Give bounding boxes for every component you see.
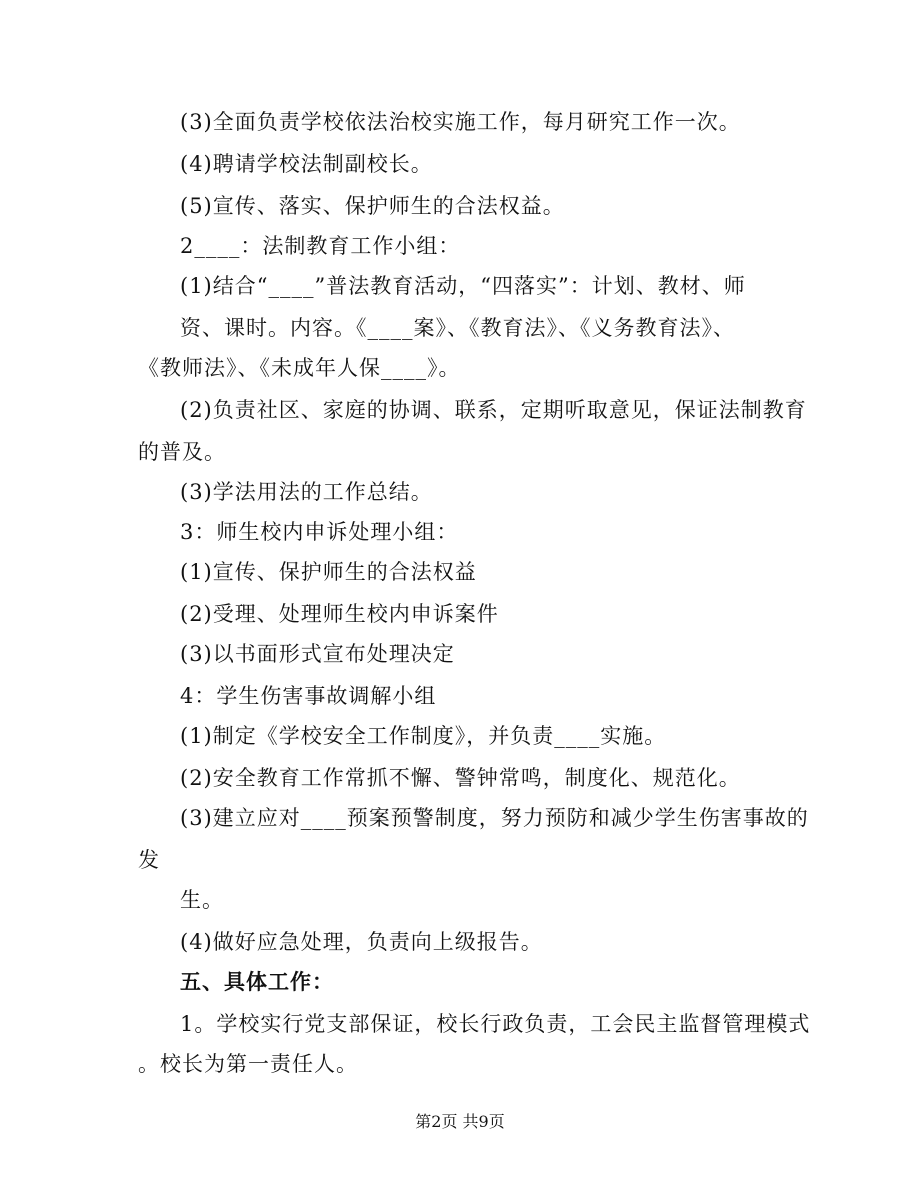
paragraph-line: 的普及。 — [138, 440, 226, 464]
paragraph-line: (4)做好应急处理，负责向上级报告。 — [180, 930, 543, 954]
paragraph-line: (2)安全教育工作常抓不懈、警钟常鸣，制度化、规范化。 — [180, 766, 741, 790]
paragraph-line: 《教师法》、《未成年人保____》。 — [138, 356, 461, 380]
paragraph-line: 资、课时。内容。《____案》、《教育法》、《义务教育法》、 — [180, 316, 735, 340]
section-heading: 2____：法制教育工作小组： — [180, 234, 461, 258]
paragraph-line: 。校长为第一责任人。 — [138, 1052, 358, 1076]
paragraph-line: (1)制定《学校安全工作制度》，并负责____实施。 — [180, 724, 667, 748]
paragraph-line: (3)学法用法的工作总结。 — [180, 480, 433, 504]
section-heading: 3：师生校内申诉处理小组： — [180, 520, 459, 544]
paragraph-line: 生。 — [180, 888, 224, 912]
paragraph-line: (1)宣传、保护师生的合法权益 — [180, 560, 477, 584]
paragraph-line: (3)建立应对____预案预警制度，努力预防和减少学生伤害事故的 — [180, 806, 809, 830]
paragraph-line: (1)结合“____”普法教育活动，“四落实”：计划、教材、师 — [180, 274, 746, 298]
page-number-footer: 第2页 共9页 — [415, 1112, 505, 1131]
paragraph-line: (2)受理、处理师生校内申诉案件 — [180, 602, 499, 626]
paragraph-line: (3)以书面形式宣布处理决定 — [180, 642, 455, 666]
section-heading: 五、具体工作： — [180, 969, 334, 994]
section-heading: 4：学生伤害事故调解小组 — [180, 684, 437, 708]
paragraph-line: 1。学校实行党支部保证，校长行政负责，工会民主监督管理模式 — [180, 1012, 811, 1036]
paragraph-line: 发 — [138, 848, 160, 872]
paragraph-line: (2)负责社区、家庭的协调、联系，定期听取意见，保证法制教育 — [180, 398, 807, 422]
paragraph-line: (4)聘请学校法制副校长。 — [180, 152, 433, 176]
paragraph-line: (5)宣传、落实、保护师生的合法权益。 — [180, 194, 565, 218]
paragraph-line: (3)全面负责学校依法治校实施工作，每月研究工作一次。 — [180, 110, 741, 134]
